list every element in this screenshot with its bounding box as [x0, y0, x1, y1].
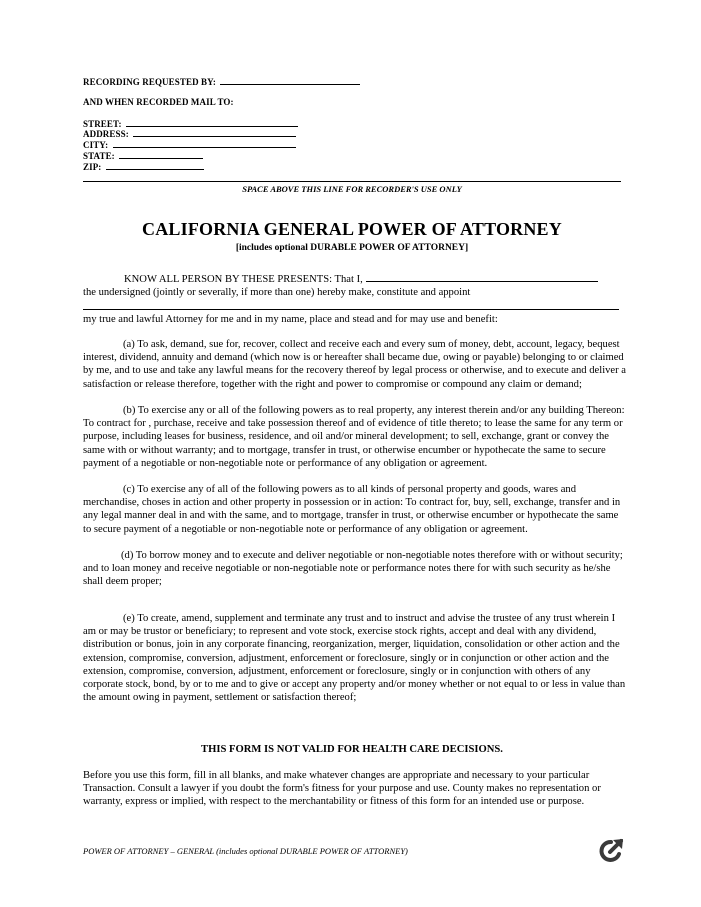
paragraph-b: (b) To exercise any or all of the following powers as to real property, any interest therein and/or any building Thereon: To contract for , purchase, receive and take possession thereof and of evidence of title thereto; to lease the same for any term or purpose, including leases for business, residence, and oil and/or mineral development; to sell, exchange, grant or convey the same with or without warranty; and to mortgage, transfer in trust, or otherwise encumber or hypothecate the same to secure payment of a negotiable or non-negotiable note or performance of any obligation or agreement.: [83, 405, 625, 469]
city-row: [83, 139, 296, 150]
arrow-circle-logo-icon: [597, 836, 627, 866]
intro-line-1-text: KNOW ALL PERSON BY THESE PRESENTS: That I,: [124, 274, 363, 285]
attorney-name-field[interactable]: [83, 309, 619, 310]
recorder-space-note: SPACE ABOVE THIS LINE FOR RECORDER'S USE ONLY: [242, 184, 462, 194]
document-subtitle: [includes optional DURABLE POWER OF ATTORNEY]: [235, 243, 469, 253]
intro-line-1: [124, 272, 598, 286]
street-label: STREET:: [83, 119, 122, 129]
zip-field[interactable]: [106, 161, 204, 170]
recording-requested-by: [83, 76, 360, 87]
intro-line-3: my true and lawful Attorney for me and in my name, place and stead and for may use and benefit:: [83, 314, 498, 325]
state-label: STATE:: [83, 151, 115, 161]
recording-requested-by-field[interactable]: [220, 76, 360, 85]
paragraph-c: (c) To exercise any of all of the following powers as to all kinds of personal property and goods, wares and merchandise, choses in action and other property in possession or in action: To contract for, buy, sell, exchange, transfer and in any legal manner deal in and with the same, and to mortgage, transfer in trust, or otherwise encumber or hypothecate the same to secure payment of a negotiable or non-negotiable note or performance of any obligation or agreement.: [83, 484, 621, 535]
paragraph-d: (d) To borrow money and to execute and deliver negotiable or non-negotiable notes therefore with or without security; and to loan money and receive negotiable or non-negotiable note or performance notes there for with such security as he/she shall deem proper;: [83, 550, 623, 588]
recording-requested-by-label: RECORDING REQUESTED BY:: [83, 77, 216, 87]
state-row: [83, 150, 203, 161]
address-row: [83, 128, 296, 139]
document-title: CALIFORNIA GENERAL POWER OF ATTORNEY: [142, 219, 562, 239]
zip-row: [83, 161, 204, 172]
intro-line-2: the undersigned (jointly or severally, if more than one) hereby make, constitute and appoint: [83, 287, 471, 298]
zip-label: ZIP:: [83, 162, 102, 172]
city-label: CITY:: [83, 140, 109, 150]
address-label: ADDRESS:: [83, 129, 129, 139]
health-care-warning: THIS FORM IS NOT VALID FOR HEALTH CARE DECISIONS.: [201, 744, 503, 755]
city-field[interactable]: [113, 139, 296, 148]
usage-notice: Before you use this form, fill in all blanks, and make whatever changes are appropriate and necessary to your particular Transaction. Consult a lawyer if you doubt the form's fitness for your purpose and use. County makes no representation or warranty, express or implied, with respect to the merchantability or fitness of this form for an intended use or purpose.: [83, 770, 601, 808]
street-field[interactable]: [126, 118, 298, 127]
address-field[interactable]: [133, 128, 296, 137]
recorder-divider: [83, 181, 621, 182]
page-footer: POWER OF ATTORNEY – GENERAL (includes optional DURABLE POWER OF ATTORNEY): [83, 846, 408, 856]
paragraph-e: (e) To create, amend, supplement and terminate any trust and to instruct and advise the trustee of any trust wherein I am or may be trustor or beneficiary; to represent and vote stock, exercise stock rights, accept and deal with any dividend, distribution or bonus, join in any corporate financing, reorganization, merger, liquidation, consolidation or other action and the extension, compromise, conversion, adjustment, enforcement or foreclosure, singly or in conjunction or other action and the extension, compromise, conversion, adjustment, enforcement or foreclosure, singly or in conjunction with others of any corporate stock, bond, by or to me and to give or accept any property and/or money whether or not equal to or less in value than the amount owing in payment, settlement or satisfaction thereof;: [83, 613, 626, 704]
mail-to-label: AND WHEN RECORDED MAIL TO:: [83, 97, 234, 107]
paragraph-a: (a) To ask, demand, sue for, recover, collect and receive each and every sum of money, debt, account, legacy, bequest interest, dividend, annuity and demand (which now is or hereafter shall became due, owing or payable) belonging to or claimed by me, and to use and take any lawful means for the recovery thereof by legal process or otherwise, and to execute and deliver a satisfaction or release therefore, together with the right and power to compromise or compound any claim or demand;: [83, 339, 627, 390]
principal-name-field[interactable]: [366, 272, 598, 282]
state-field[interactable]: [119, 150, 203, 159]
